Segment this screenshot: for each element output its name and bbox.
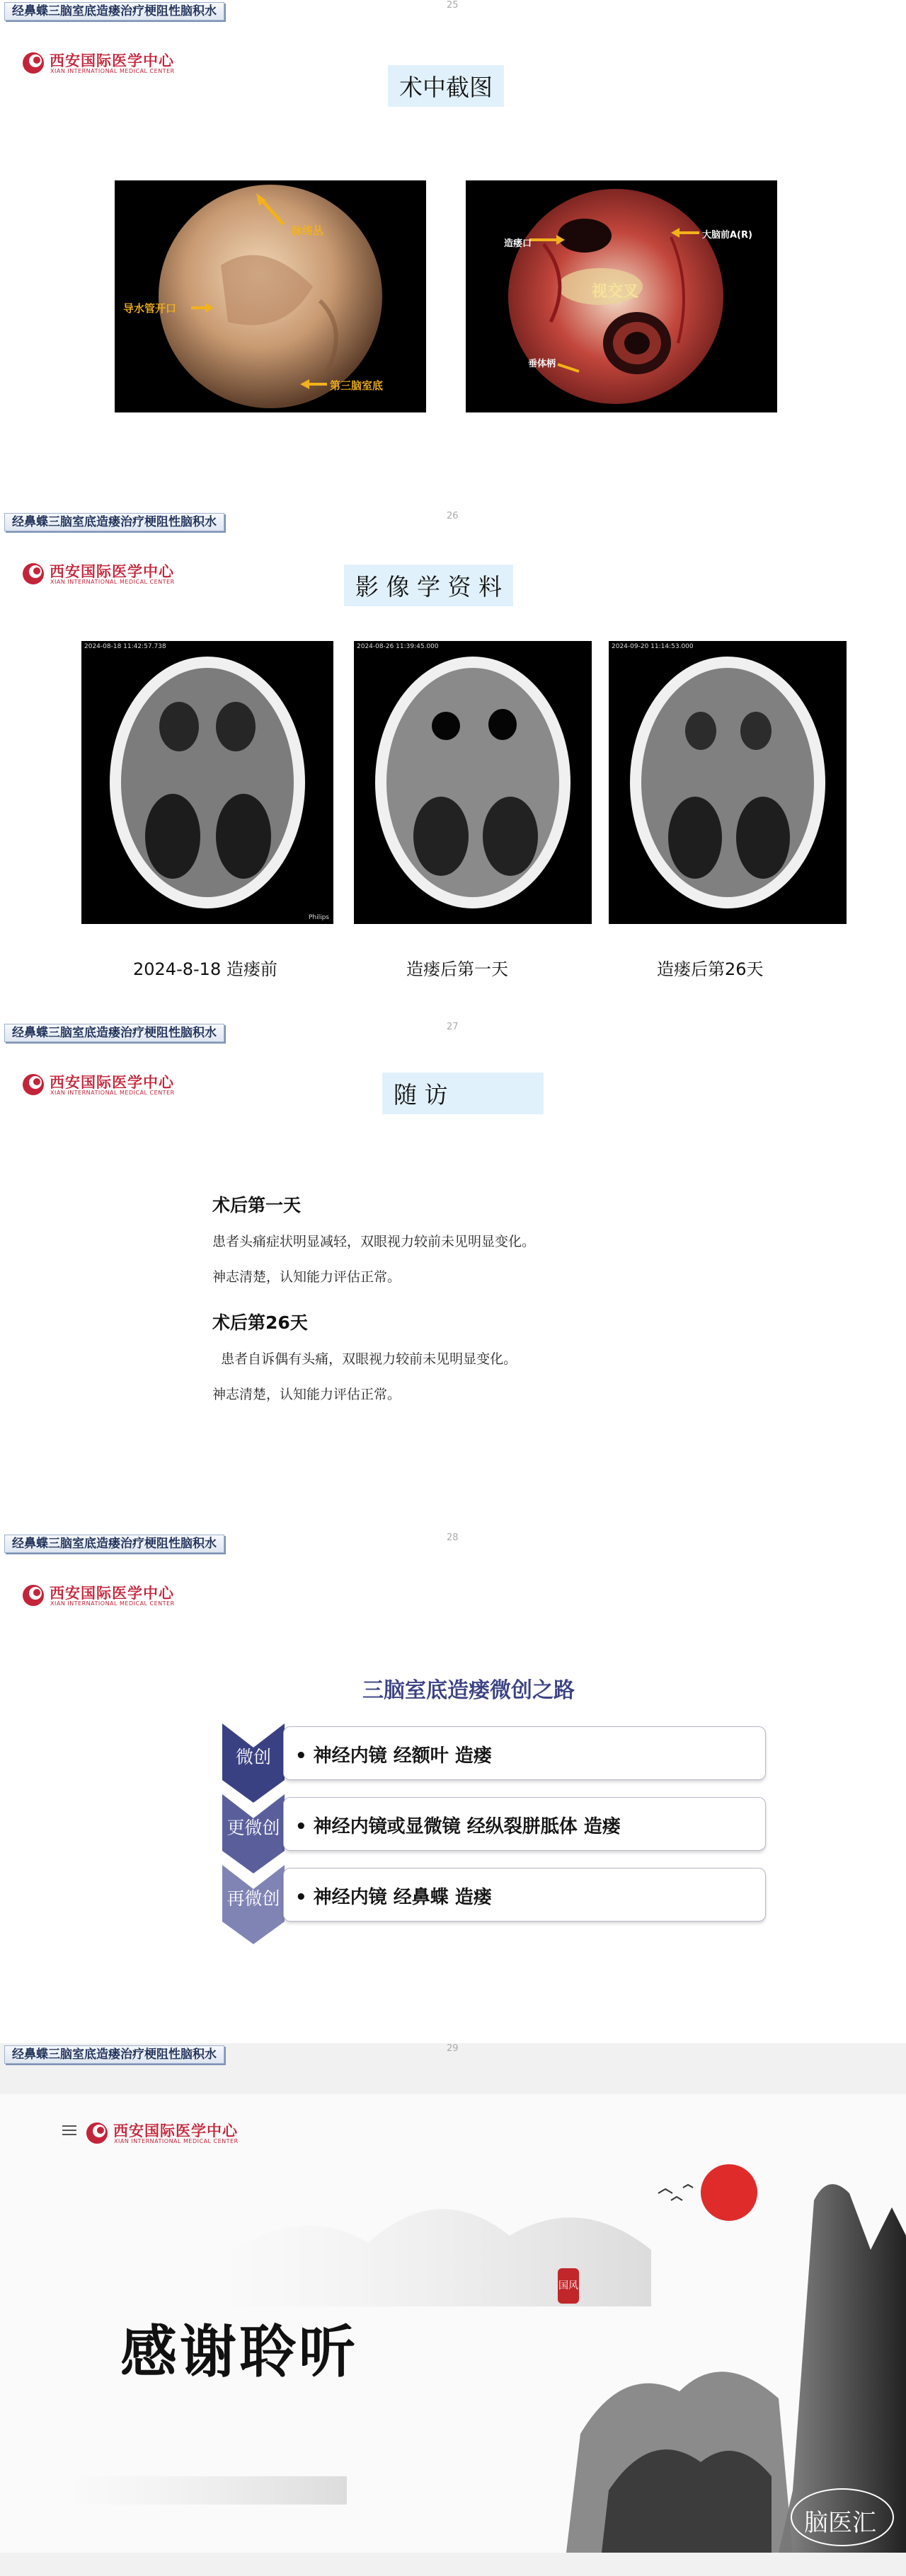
slide-title: 术中截图 [388,65,504,107]
followup-day26-line1: 患者自诉偶有头痛，双眼视力较前未见明显变化。 [212,1351,517,1367]
ventricle [159,702,199,751]
ct-scan-2 [354,641,592,924]
logo-name-en: XIAN INTERNATIONAL MEDICAL CENTER [50,1600,175,1607]
chevron-label: 再微创 [226,1888,280,1909]
logo [21,1581,191,1610]
logo-name-en: XIAN INTERNATIONAL MEDICAL CENTER [114,2138,239,2144]
logo-name-cn: 西安国际医学中心 [50,1074,174,1091]
page-number: 28 [447,1532,459,1543]
label-optic-chiasm: 视交叉 [592,283,639,301]
slide-title: 影 像 学 资 料 [344,565,513,606]
logo-icon [21,562,45,586]
followup-day26-heading: 术后第26天 [212,1312,308,1333]
ventricle [685,712,716,750]
slide-header: 经鼻蝶三脑室底造瘘治疗梗阻性脑积水 [4,513,224,531]
ventricle [740,712,772,750]
scan-caption-1: 2024-8-18 造瘘前 [133,959,277,979]
slide-header: 经鼻蝶三脑室底造瘘治疗梗阻性脑积水 [4,2045,224,2064]
label-third-ventricle-floor: 第三脑室底 [330,379,384,392]
scan-timestamp: 2024-08-26 11:39:45.000 [357,643,439,650]
followup-day1-heading: 术后第一天 [212,1195,302,1215]
logo [21,1070,191,1099]
slide-28 [0,1532,906,2043]
brain [121,668,294,897]
ct-scan-1 [81,641,333,924]
slide-header: 经鼻蝶三脑室底造瘘治疗梗阻性脑积水 [4,2,224,21]
thanks-text: 感谢聆听 [120,2319,358,2385]
roadmap-row-text: • 神经内镜 经额叶 造瘘 [295,1745,492,1767]
logo-icon [21,51,45,75]
chevron-label: 微创 [235,1747,271,1767]
label-aca: 大脑前A(R) [702,230,752,241]
slide-title: 随 访 [382,1073,544,1114]
brain [641,668,814,897]
logo [21,559,191,589]
ventricle [145,794,200,879]
brain [386,668,559,897]
slide-27 [0,1022,906,1532]
page-number: 25 [447,0,459,11]
ventricle [668,797,722,879]
roadmap-row-2 [283,1797,766,1851]
logo-icon [21,1073,45,1097]
slide-25 [0,0,906,511]
logo-name-cn: 西安国际医学中心 [50,52,174,69]
page-number: 26 [447,511,459,521]
roadmap-row-text: • 神经内镜或显微镜 经纵裂胼胝体 造瘘 [295,1816,621,1837]
label-stoma: 造瘘口 [504,238,532,249]
scan-timestamp: 2024-09-20 11:14:53.000 [612,643,694,650]
chevron-step-1 [222,1723,285,1803]
label-choroid-plexus: 脉络丛 [292,224,324,237]
label-pituitary-stalk: 垂体柄 [528,359,556,369]
ventricle [216,702,256,751]
logo-name-cn: 西安国际医学中心 [113,2122,238,2139]
ventricle [483,797,538,876]
scan-caption-2: 造瘘后第一天 [406,959,508,979]
ventricle [216,794,271,879]
page-number: 29 [447,2043,459,2054]
slide-header: 经鼻蝶三脑室底造瘘治疗梗阻性脑积水 [4,1535,224,1553]
ventricle-air [432,712,460,740]
label-aqueduct: 导水管开口 [123,302,177,315]
logo-name-cn: 西安国际医学中心 [50,1585,174,1602]
endoscope-image-right [466,180,777,412]
thanks-slide-canvas [0,2094,906,2553]
logo-name-cn: 西安国际医学中心 [50,563,174,580]
chevron-label: 更微创 [226,1818,280,1838]
logo-icon [21,1583,45,1607]
logo-name-en: XIAN INTERNATIONAL MEDICAL CENTER [50,1090,175,1096]
ct-scan-3 [609,641,847,924]
logo-name-en: XIAN INTERNATIONAL MEDICAL CENTER [50,579,175,585]
logo [21,48,191,78]
logo-name-en: XIAN INTERNATIONAL MEDICAL CENTER [50,68,175,74]
chevron-step-3 [222,1865,285,1944]
ventricle [736,797,790,879]
slide-29 [0,2043,906,2576]
roadmap-row-3 [283,1868,766,1922]
scan-timestamp: 2024-08-18 11:42:57.738 [84,643,166,650]
scan-vendor: Philips [308,914,329,921]
roadmap-row-text: • 神经内镜 经鼻蝶 造瘘 [295,1887,492,1908]
roadmap-row-1 [283,1726,766,1780]
ventricle [413,797,469,876]
endoscope-image-left [115,180,426,412]
roadmap-title: 三脑室底造瘘微创之路 [362,1678,575,1703]
chevron-step-2 [222,1794,285,1873]
followup-day26-line2: 神志清楚，认知能力评估正常。 [212,1387,401,1402]
followup-day1-line1: 患者头痛症状明显减轻，双眼视力较前未见明显变化。 [212,1234,536,1249]
page-number: 27 [447,1022,459,1032]
slide-header: 经鼻蝶三脑室底造瘘治疗梗阻性脑积水 [4,1024,224,1042]
watermark: 脑医汇 [804,2509,876,2537]
scan-caption-3: 造瘘后第26天 [657,959,764,979]
followup-day1-line2: 神志清楚，认知能力评估正常。 [212,1269,401,1285]
ventricle-air [488,709,517,740]
seal-stamp: 国风 [558,2268,579,2304]
